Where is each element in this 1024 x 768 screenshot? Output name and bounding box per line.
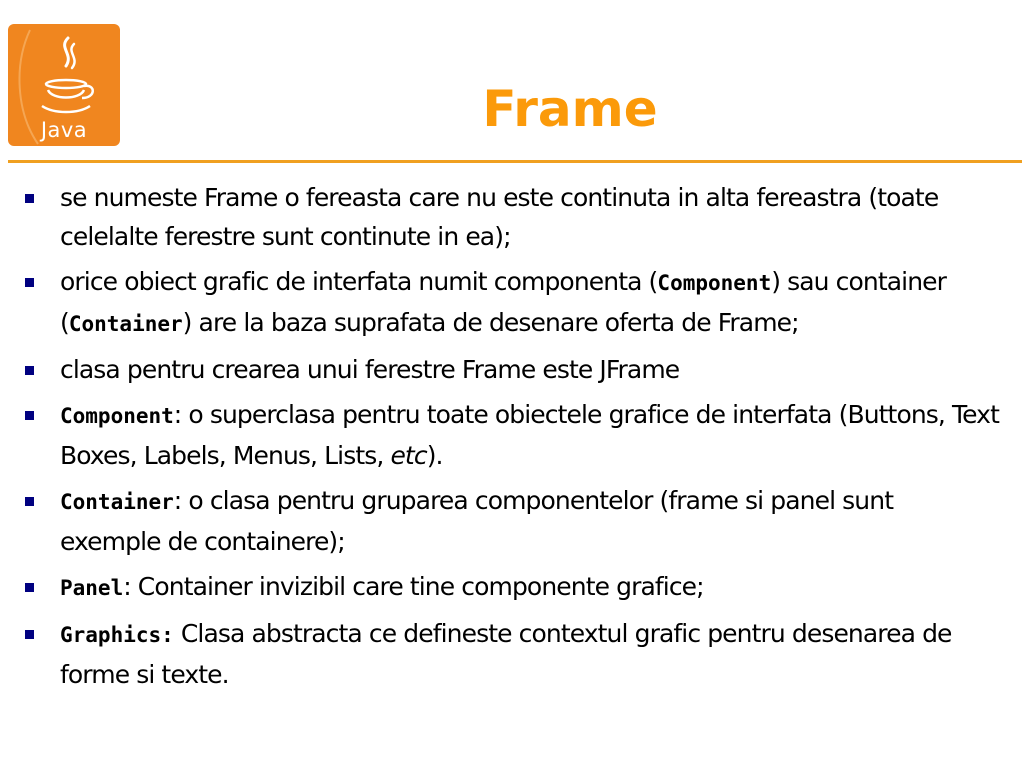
code-term: Component (60, 404, 174, 428)
bullet-text: ). (426, 441, 443, 470)
bullet-text: se numeste Frame o fereasta care nu este continuta in alta fereastra (toate celelalte ferestre sunt continute in ea); (60, 183, 939, 251)
bullet-text: ) are la baza suprafata de desenare oferta de Frame; (182, 308, 799, 337)
title-divider (8, 160, 1022, 163)
bullet-item (25, 481, 1000, 561)
code-term: Container (68, 312, 183, 336)
slide-title: Frame (482, 80, 658, 138)
bullet-text: clasa pentru crearea unui ferestre Frame este JFrame (60, 355, 680, 384)
bullet-text: ) sau container ( (60, 267, 947, 337)
bullet-item (25, 350, 1000, 389)
bullet-item (25, 567, 1000, 608)
bullet-item (25, 395, 1000, 475)
bullet-text: o superclasa pentru toate obiectele grafice de interfata (Buttons, Text Boxes, Labels, Menus, Lists, (60, 400, 999, 470)
code-term: Container (60, 490, 174, 514)
bullet-separator: : (173, 400, 182, 429)
bullet-marker-icon (25, 630, 34, 639)
bullet-marker-icon (25, 411, 34, 420)
bullet-separator: : (173, 486, 182, 515)
bullet-italic-text: etc (390, 441, 427, 470)
bullet-marker-icon (25, 194, 34, 203)
bullet-separator: : (123, 572, 131, 601)
bullet-text: o clasa pentru gruparea componentelor (frame si panel sunt exemple de containere); (60, 486, 894, 556)
bullet-marker-icon (25, 497, 34, 506)
bullet-item (25, 178, 1000, 256)
bullet-item (25, 262, 1000, 344)
code-term: Panel (60, 576, 124, 600)
bullet-text: Clasa abstracta ce defineste contextul grafic pentru desenarea de forme si texte. (60, 619, 952, 689)
code-term: Component (657, 271, 772, 295)
java-logo-text: Java (40, 118, 88, 142)
code-term: Graphics: (60, 623, 174, 647)
java-logo (8, 24, 120, 146)
bullet-item (25, 614, 1000, 694)
bullet-text: Container invizibil care tine componente grafice; (130, 572, 704, 601)
bullet-list (25, 178, 1000, 700)
bullet-marker-icon (25, 583, 34, 592)
bullet-marker-icon (25, 278, 34, 287)
bullet-marker-icon (25, 366, 34, 375)
bullet-text: orice obiect grafic de interfata numit componenta ( (60, 267, 658, 296)
